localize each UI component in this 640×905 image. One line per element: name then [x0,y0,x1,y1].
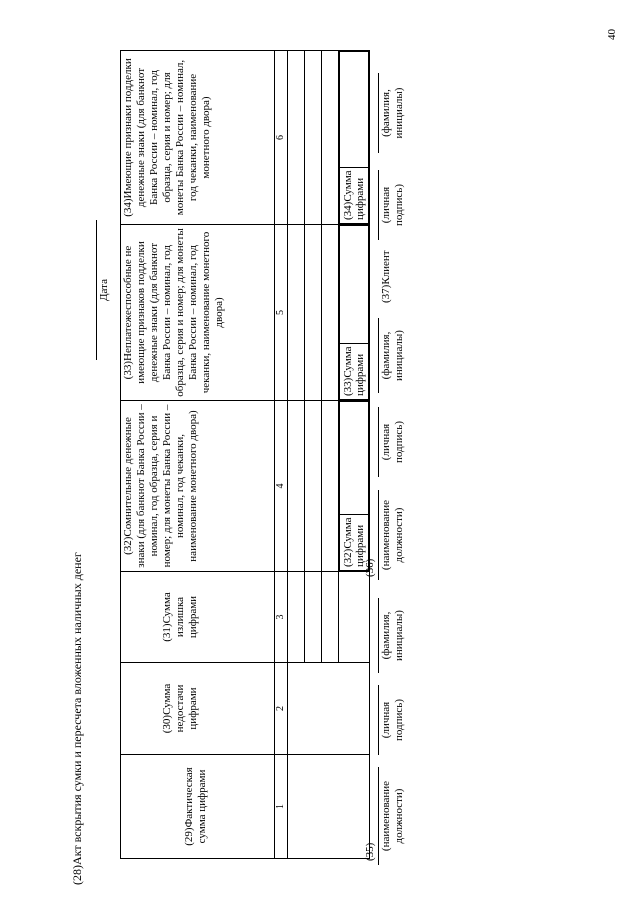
sum-value-insolvent[interactable] [340,226,369,344]
sum-label-doubtful: (32)Сумма цифрами [340,514,369,570]
cell-doubtful[interactable] [288,401,305,572]
cell-surplus-sum[interactable] [305,572,322,663]
header-shortage-sum: (30)Сумма недостачи цифрами [121,663,275,755]
cell-counterfeit[interactable] [322,51,339,225]
cell-surplus-sum[interactable] [339,572,370,663]
column-number: 2 [275,663,288,755]
sig-35-position: (наименование должности) [380,780,405,852]
sig-35-signature: (личная подпись) [380,699,405,742]
sig-line-37-name [378,73,379,153]
act-table [120,50,370,859]
label-37-client: (37)Клиент [380,250,392,303]
sig-line-36-position [378,490,379,580]
sum-label-counterfeit: (34)Сумма цифрами [340,167,369,223]
header-insolvent-banknotes: (33)Неплатежеспособные не имеющие признаков подделки денежные знаки (для банкнот Банка России – номинал, год образца, серия и номер; для монеты Банка России – номинал, год чеканки, наименование монетного двора) [121,225,275,401]
number-row [275,51,288,859]
date-line [96,220,97,360]
sig-36-signature: (личная подпись) [380,421,405,464]
header-counterfeit-banknotes: (34)Имеющие признаки подделки денежные знаки (для банкнот Банка России – номинал, год образца, серия и номер; для монеты Банка России – номинал, год чеканки, наименование монетного двора) [121,51,275,225]
sig-line-36-name [378,318,379,393]
cell-doubtful[interactable] [305,401,322,572]
cell-actual-sum[interactable] [288,755,370,859]
sum-cell-counterfeit [339,51,370,225]
header-row [121,51,275,859]
column-number: 1 [275,755,288,859]
cell-counterfeit[interactable] [305,51,322,225]
cell-surplus-sum[interactable] [322,572,339,663]
header-surplus-sum: (31)Сумма излишка цифрами [121,572,275,663]
sig-37-name: (фамилия, инициалы) [380,87,405,139]
sig-line-35-position [378,767,379,865]
page-number: 40 [606,29,618,40]
date-label: Дата [98,279,110,301]
column-number: 5 [275,225,288,401]
sig-37-signature: (личная подпись) [380,184,405,227]
sum-value-doubtful[interactable] [340,402,369,515]
cell-doubtful[interactable] [322,401,339,572]
cell-surplus-sum[interactable] [288,572,305,663]
sum-cell-insolvent [339,225,370,401]
cell-shortage-sum[interactable] [288,663,370,755]
label-36: (36) [364,558,376,577]
cell-insolvent[interactable] [305,225,322,401]
column-number: 4 [275,401,288,572]
sig-35-name: (фамилия, инициалы) [380,610,405,661]
sum-cell-doubtful [339,401,370,572]
sig-line-35-signature [378,685,379,755]
header-doubtful-banknotes: (32)Сомнительные денежные знаки (для банкнот Банка России – номинал, год образца, серия и номер; для монеты Банка России – номинал, год чеканки, наименование монетного двора) [121,401,275,572]
sig-36-name: (фамилия, инициалы) [380,330,405,381]
form-title: (28)Акт вскрытия сумки и пересчета вложенных наличных денег [70,552,84,885]
blank-row [288,51,305,859]
cell-insolvent[interactable] [288,225,305,401]
sum-label-insolvent: (33)Сумма цифрами [340,343,369,399]
header-actual-sum: (29)Фактическая сумма цифрами [121,755,275,859]
column-number: 6 [275,51,288,225]
sig-36-position: (наименование должности) [380,499,405,571]
sig-line-36-signature [378,407,379,477]
sig-line-35-name [378,598,379,673]
sum-value-counterfeit[interactable] [340,52,369,168]
cell-insolvent[interactable] [322,225,339,401]
cell-counterfeit[interactable] [288,51,305,225]
sig-line-37-signature [378,170,379,240]
label-35: (35) [364,842,376,861]
column-number: 3 [275,572,288,663]
